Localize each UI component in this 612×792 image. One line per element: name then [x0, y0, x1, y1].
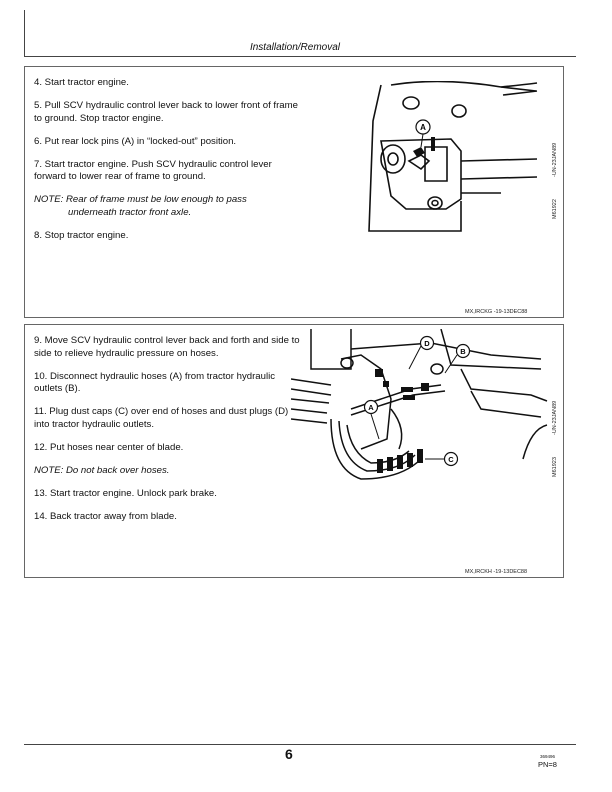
callout-a: A: [420, 123, 426, 132]
footer-rule: [24, 744, 576, 745]
panel-1-text: [34, 77, 302, 253]
step-8: 8. Stop tractor engine.: [34, 229, 129, 241]
header-rule: [24, 56, 576, 57]
instruction-panel-2: [24, 324, 564, 578]
step-4: 4. Start tractor engine.: [34, 77, 129, 88]
instruction-panel-1: [24, 66, 564, 318]
callout-c: C: [448, 455, 454, 464]
page-number: 6: [285, 746, 293, 762]
figure-rear-lock-pins: [351, 81, 541, 241]
note-do-not-back: NOTE: Do not back over hoses.: [34, 464, 170, 476]
pn-label: PN=8: [538, 760, 557, 769]
figure-2-side-code-top: -UN-23JAN89: [552, 400, 558, 435]
step-12: 12. Put hoses near center of blade.: [34, 441, 184, 453]
note-line-2: underneath tractor front axle.: [68, 206, 192, 218]
panel-1-footer-code: MX,IRCKG -19-13DEC88: [465, 309, 528, 315]
panel-2-text: [34, 335, 302, 534]
note-frame-low: [34, 194, 302, 219]
section-title: Installation/Removal: [249, 42, 341, 53]
figure-2-side-code-bottom: M61923: [552, 457, 558, 477]
step-5: 5. Pull SCV hydraulic control lever back to lower front of frame to ground. Stop tractor engine.: [34, 100, 298, 124]
callout-b: B: [460, 347, 466, 356]
figure-1-side-code-top: -UN-23JAN89: [552, 142, 558, 177]
step-7: 7. Start tractor engine. Push SCV hydraulic control lever forward to lower rear of frame to ground.: [34, 158, 272, 182]
note-line-1: NOTE: Rear of frame must be low enough to pass: [34, 194, 247, 205]
figure-hydraulic-hoses: [291, 329, 551, 497]
figure-1-side-code-bottom: M61922: [552, 199, 558, 219]
step-9: 9. Move SCV hydraulic control lever back and forth and side to side to relieve hydraulic pressure on hoses.: [34, 335, 300, 359]
callout-a: A: [368, 403, 374, 412]
panel-2-footer-code: MX,IRCKH -19-13DEC88: [465, 569, 528, 575]
step-11: 11. Plug dust caps (C) over end of hoses and dust plugs (D) into tractor hydraulic outlets.: [34, 406, 289, 430]
step-13: 13. Start tractor engine. Unlock park brake.: [34, 487, 217, 499]
publication-code: 369496: [540, 754, 556, 759]
step-10: 10. Disconnect hydraulic hoses (A) from tractor hydraulic outlets (B).: [34, 370, 276, 394]
step-14: 14. Back tractor away from blade.: [34, 510, 177, 522]
callout-d: D: [424, 339, 430, 348]
step-6: 6. Put rear lock pins (A) in “locked-out” position.: [34, 135, 237, 147]
